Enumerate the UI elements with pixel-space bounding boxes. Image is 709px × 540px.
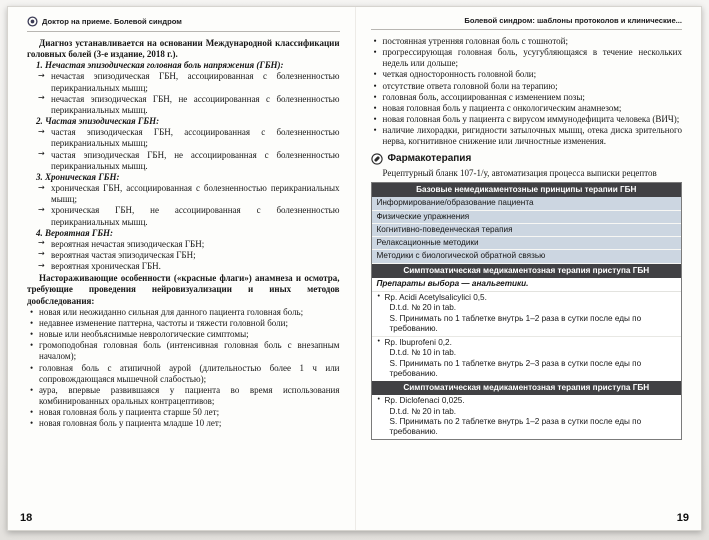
sub-item-text: нечастая эпизодическая ГБН, ассоциированная с болезненностью перикраниальных мышц; [51, 71, 340, 93]
prescription-intro: Рецептурный бланк 107-1/у, автоматизация процесса выписки рецептов [382, 167, 657, 178]
page-number-right: 19 [676, 512, 689, 524]
sub-item-text: вероятная частая эпизодическая ГБН; [51, 249, 196, 260]
bullet-icon: • [30, 362, 34, 373]
arrow-icon: → [38, 260, 45, 270]
classification-sub-item [27, 150, 340, 172]
rx-entry [372, 292, 682, 336]
rx-line [377, 396, 677, 406]
bullet-icon: • [373, 36, 377, 46]
sub-item-text: вероятная хроническая ГБН. [51, 261, 161, 272]
rx-name: Rp. Ibuprofeni 0,2. [384, 338, 452, 348]
arrow-icon: → [38, 126, 45, 136]
red-flag-bullet [371, 47, 683, 69]
sub-item-text: вероятная нечастая эпизодическая ГБН; [51, 238, 205, 249]
arrow-icon: → [38, 182, 45, 192]
arrow-icon: → [38, 70, 45, 80]
red-flag-bullet [371, 114, 683, 125]
classification-sub-item [27, 94, 340, 116]
right-page-header [371, 16, 683, 30]
bullet-text: громоподобная головная боль (интенсивная головная боль с внезапным началом); [39, 340, 340, 362]
bullet-text: аура, впервые развившаяся у пациента во время использования комбинированных оральных контрацептивов; [39, 384, 340, 406]
sub-item-text: хроническая ГБН, ассоциированная с болезненностью перикраниальных мышц; [51, 183, 340, 205]
table-header-symptomatic-1: Симптоматическая медикаментозная терапия приступа ГБН [372, 264, 682, 278]
rx-line [377, 338, 677, 348]
rx-signatura: S. Принимать по 2 таблетке внутрь 1–2 раза в сутки после еды по требованию. [389, 416, 642, 437]
item-title: Частая эпизодическая ГБН: [45, 116, 160, 127]
bullet-text: прогрессирующая головная боль, усугубляющаяся в течение нескольких недель или дольше; [382, 47, 682, 69]
drugs-of-choice-label: Препараты выбора — анальгетики. [372, 278, 682, 292]
table-row: Информирование/образование пациента [372, 197, 682, 210]
classification-sub-item [27, 250, 340, 261]
classification-sub-item [27, 239, 340, 250]
bullet-text: наличие лихорадки, ригидности затылочных мышц, отека диска зрительного нерва, когнитивное снижение или личностные изменения. [382, 125, 682, 147]
pill-icon [371, 153, 383, 165]
red-flag-bullet [27, 418, 340, 429]
table-header-symptomatic-2: Симптоматическая медикаментозная терапия приступа ГБН [372, 381, 682, 395]
bullet-text: новая головная боль у пациента старше 50 лет; [39, 407, 220, 418]
red-flag-bullet [27, 318, 340, 329]
running-head-right: Болевой синдром: шаблоны протоколов и клинические... [464, 16, 682, 25]
rx-entry [372, 395, 682, 439]
classification-item-2 [27, 116, 340, 127]
sub-item-text: частая эпизодическая ГБН, ассоциированная с болезненностью перикраниальных мышц; [51, 127, 340, 149]
red-flag-bullet [27, 307, 340, 318]
rx-bullet-icon: • [377, 293, 380, 301]
bullet-icon: • [373, 125, 377, 136]
bullet-icon: • [373, 80, 377, 91]
red-flag-bullet [371, 92, 683, 103]
book-spread [7, 6, 702, 531]
rx-dose: D.t.d. № 10 in tab. [389, 348, 457, 358]
red-flag-bullet [371, 81, 683, 92]
sub-item-text: нечастая эпизодическая ГБН, не ассоциированная с болезненностью перикраниальных мышц. [51, 93, 340, 115]
red-flag-bullet [371, 103, 683, 114]
red-flag-bullet [27, 363, 340, 385]
rx-bullet-icon: • [377, 396, 380, 404]
table-row: Релаксационные методики [372, 237, 682, 250]
item-title: Вероятная ГБН: [45, 227, 114, 238]
item-number: 2. [36, 116, 43, 127]
item-number: 3. [36, 171, 43, 182]
rx-dose: D.t.d. № 20 in tab. [389, 303, 457, 313]
bullet-text: новая или неожиданно сильная для данного пациента головная боль; [39, 306, 304, 317]
table-row: Физические упражнения [372, 211, 682, 224]
red-flag-bullet [371, 36, 683, 47]
page-number-left: 18 [20, 512, 33, 524]
bullet-text: головная боль с атипичной аурой (длительностью более 1 ч или сопровождающаяся мышечной слабостью); [39, 362, 340, 384]
bullet-icon: • [30, 407, 34, 418]
diagnosis-intro: Диагноз устанавливается на основании Международной классификации головных болей (3-е издание, 2018 г.). [27, 38, 340, 60]
pharmacotherapy-heading [371, 153, 683, 165]
arrow-icon: → [38, 93, 45, 103]
table-row: Методики с биологической обратной связью [372, 250, 682, 263]
red-flag-bullet [371, 69, 683, 80]
left-page-content [27, 38, 340, 429]
bullet-text: отсутствие ответа головной боли на терапию; [382, 80, 558, 91]
red-flag-bullet [27, 407, 340, 418]
right-page [355, 7, 702, 530]
arrow-icon: → [38, 149, 45, 159]
bullet-icon: • [30, 329, 34, 340]
bullet-icon: • [373, 69, 377, 80]
bullet-text: новая головная боль у пациента с онкологическим анамнезом; [382, 102, 622, 113]
red-flags-heading: Настораживающие особенности («красные флаги») анамнеза и осмотра, требующие проведения нейровизуализации и иных методов дообследования: [27, 273, 340, 306]
classification-sub-item [27, 71, 340, 93]
arrow-icon: → [38, 238, 45, 248]
rx-entry [372, 336, 682, 381]
bullet-text: постоянная утренняя головная боль с тошнотой; [382, 36, 568, 46]
red-flag-bullet [27, 340, 340, 362]
classification-sub-item [27, 205, 340, 227]
therapy-table [371, 182, 683, 440]
bullet-text: новая головная боль у пациента младше 10 лет; [39, 418, 222, 429]
table-header-nonmedication: Базовые немедикаментозные принципы терапии ГБН [372, 183, 682, 197]
left-page [8, 7, 355, 530]
rx-name: Rp. Acidi Acetylsalicylici 0,5. [384, 293, 487, 303]
classification-sub-item [27, 127, 340, 149]
classification-sub-item [27, 261, 340, 272]
bullet-text: новые или необъяснимые неврологические симптомы; [39, 329, 249, 340]
bullet-icon: • [373, 91, 377, 102]
bullet-icon: • [30, 384, 34, 395]
bullet-icon: • [373, 114, 377, 125]
red-flag-bullet [27, 329, 340, 340]
rx-bullet-icon: • [377, 338, 380, 346]
bullet-icon: • [30, 340, 34, 351]
sub-item-text: частая эпизодическая ГБН, не ассоциированная с болезненностью перикраниальных мышц. [51, 149, 340, 171]
bullet-text: недавнее изменение паттерна, частоты и тяжести головной боли; [39, 317, 288, 328]
classification-item-4 [27, 228, 340, 239]
rx-signatura: S. Принимать по 1 таблетке внутрь 1–2 раза в сутки после еды по требованию. [389, 313, 642, 333]
rx-signatura: S. Принимать по 1 таблетке внутрь 2–3 раза в сутки после еды по требованию. [389, 358, 642, 378]
left-page-header [27, 16, 340, 32]
classification-item-3 [27, 172, 340, 183]
right-page-content [371, 36, 683, 440]
arrow-icon: → [38, 249, 45, 259]
table-row: Когнитивно-поведенческая терапия [372, 224, 682, 237]
classification-sub-item [27, 183, 340, 205]
sub-item-text: хроническая ГБН, не ассоциированная с болезненностью перикраниальных мышц. [51, 205, 340, 227]
rx-line [377, 293, 677, 303]
red-flag-bullet [27, 385, 340, 407]
item-title: Хроническая ГБН: [45, 171, 120, 182]
running-head-left: Доктор на приеме. Болевой синдром [42, 17, 182, 26]
bullet-icon: • [373, 47, 377, 58]
bullet-icon: • [373, 102, 377, 113]
doctor-logo-icon [27, 16, 38, 27]
item-number: 1. [36, 60, 43, 71]
rx-dose: D.t.d. № 20 in tab. [389, 406, 457, 416]
bullet-text: четкая односторонность головной боли; [382, 69, 537, 80]
item-title: Нечастая эпизодическая головная боль напряжения (ГБН): [45, 60, 284, 71]
bullet-text: новая головная боль у пациента с вирусом иммунодефицита человека (ВИЧ); [382, 114, 680, 125]
pharmacotherapy-title: Фармакотерапия [387, 152, 472, 164]
rx-name: Rp. Diclofenaci 0,025. [384, 396, 465, 406]
red-flag-bullet [371, 125, 683, 147]
item-number: 4. [36, 227, 43, 238]
bullet-icon: • [30, 418, 34, 429]
classification-item-1 [27, 60, 340, 71]
bullet-text: головная боль, ассоциированная с изменением позы; [382, 91, 585, 102]
bullet-icon: • [30, 306, 34, 317]
bullet-icon: • [30, 317, 34, 328]
arrow-icon: → [38, 204, 45, 214]
